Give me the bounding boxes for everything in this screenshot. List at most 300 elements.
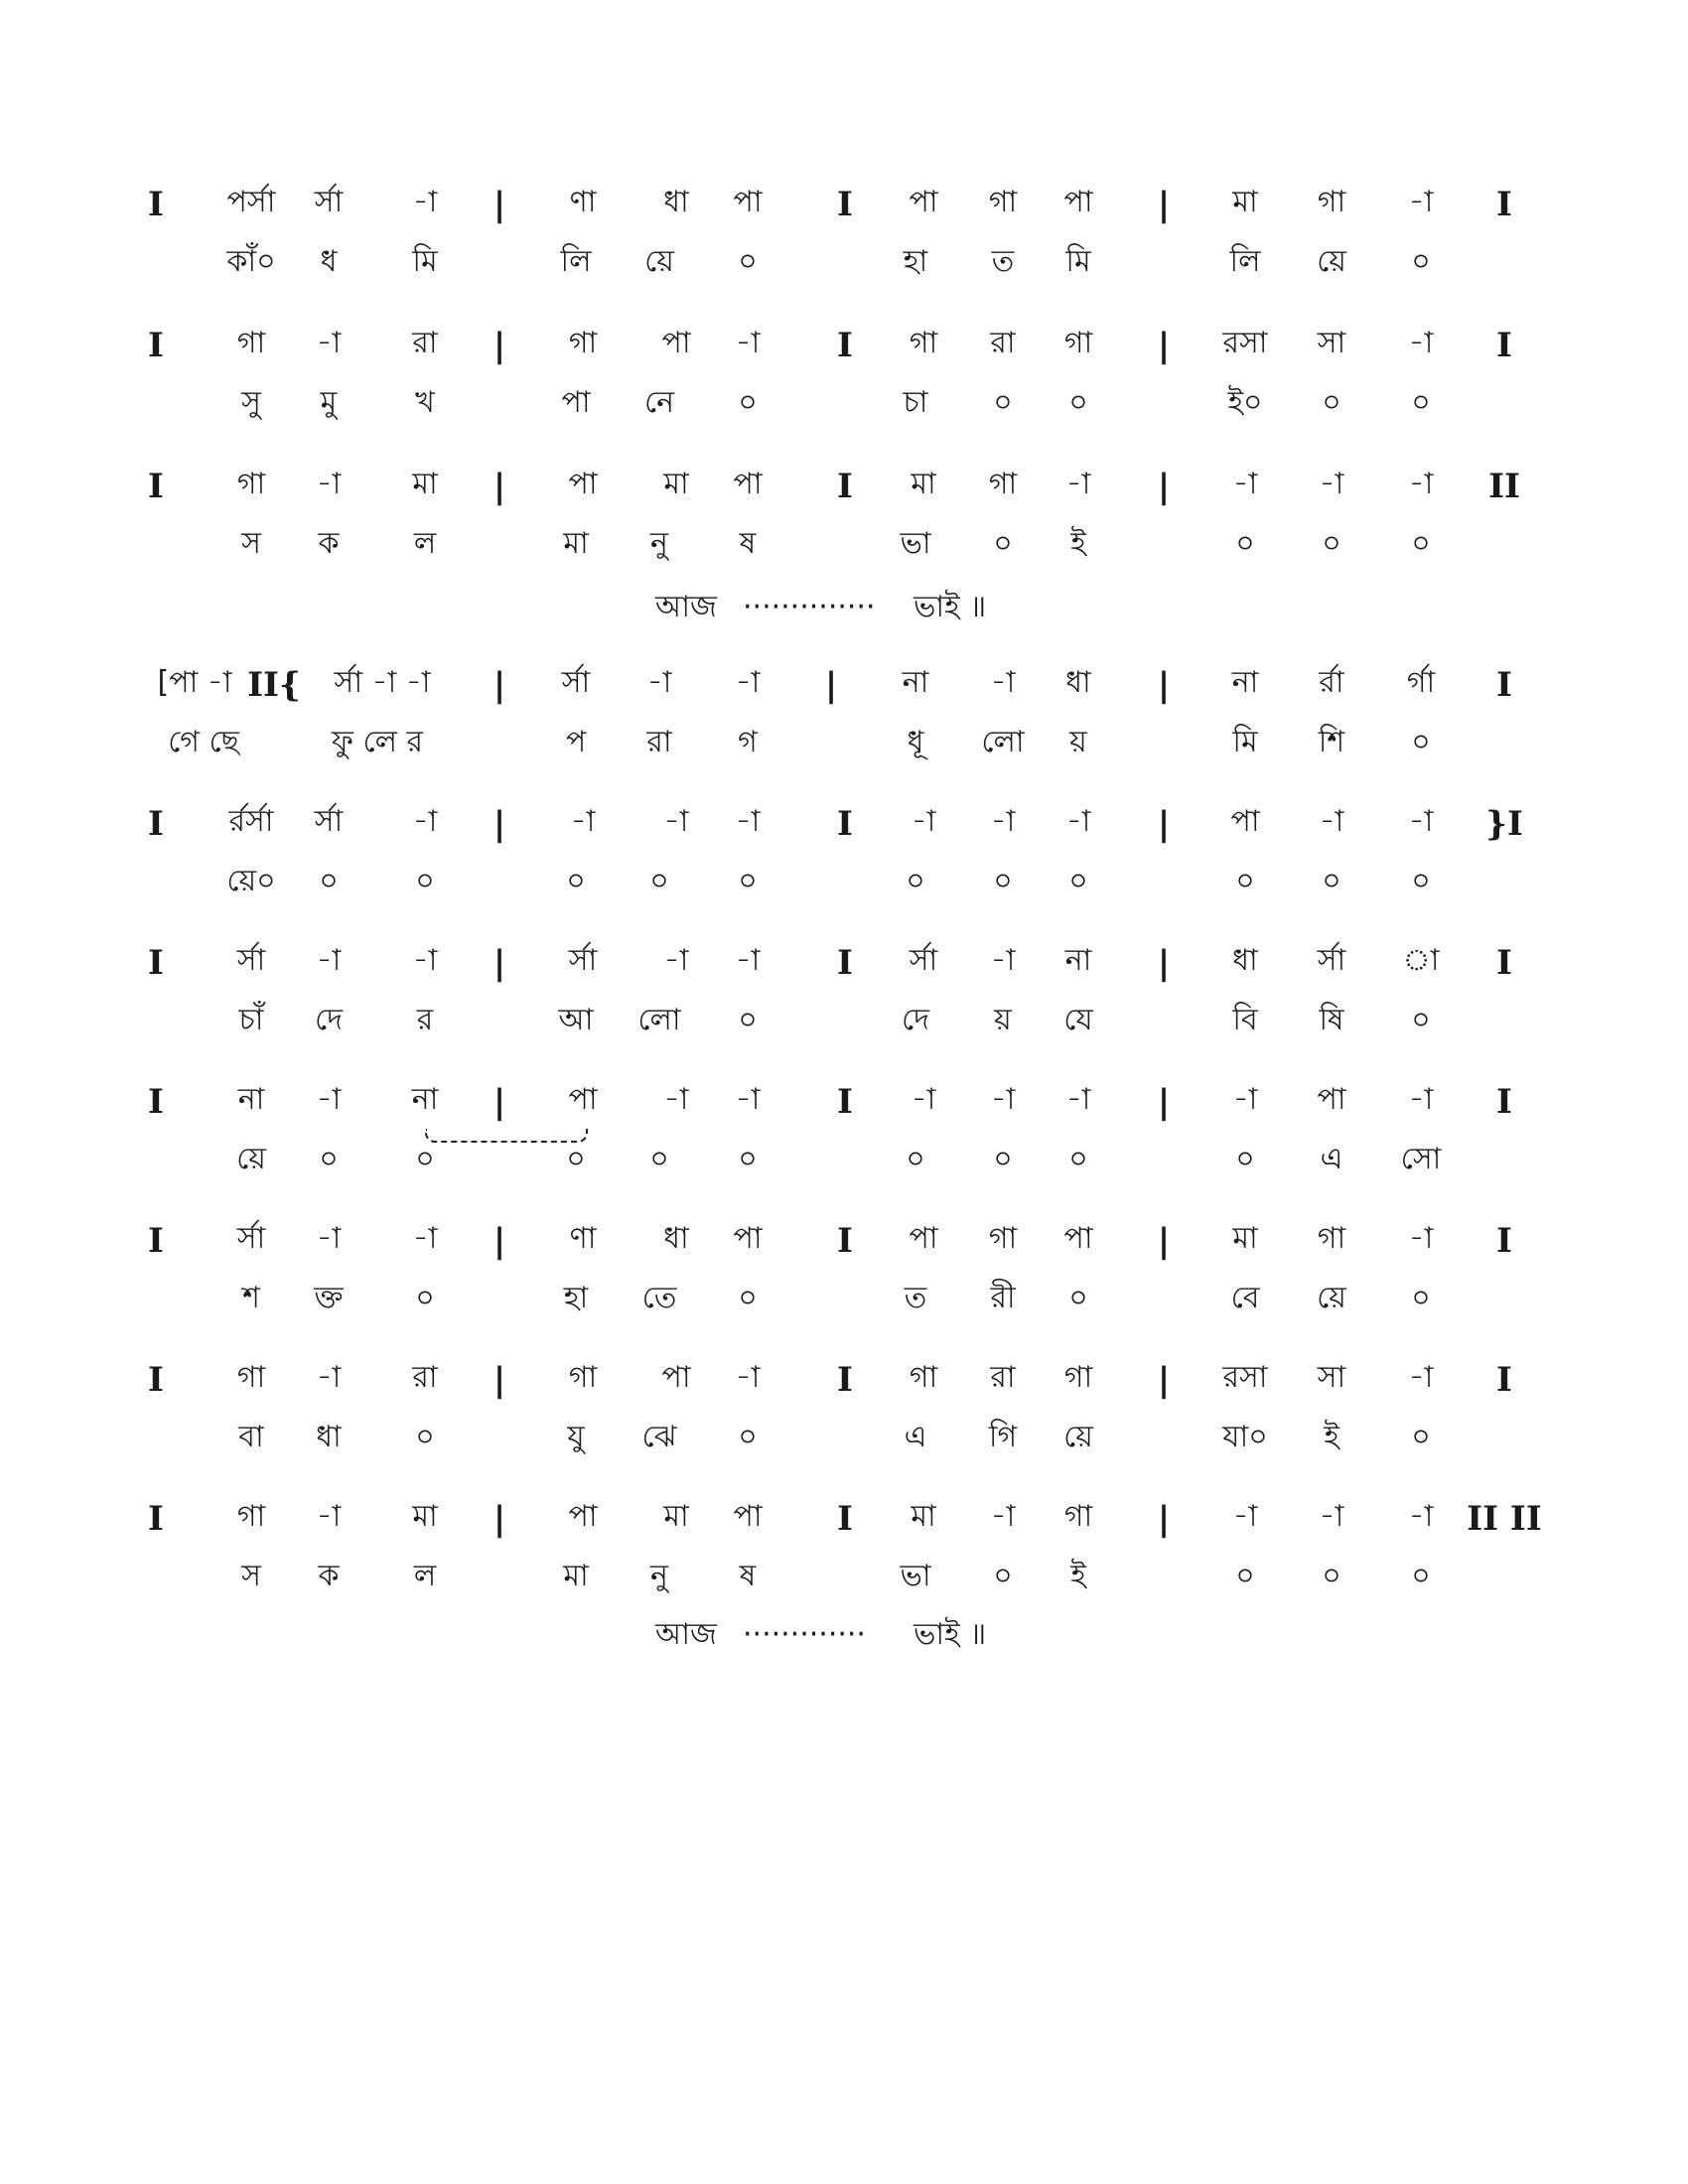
bar-line: | bbox=[1157, 185, 1171, 224]
lyric-syllable: য়ে bbox=[1063, 1420, 1093, 1454]
note: র্সা bbox=[568, 943, 598, 978]
lyric-syllable: সো bbox=[1400, 1142, 1442, 1176]
note: -া bbox=[1408, 1499, 1434, 1534]
lyric-syllable: ০ bbox=[993, 1559, 1013, 1593]
bar-line: I bbox=[148, 467, 164, 506]
lyric-syllable: ০ bbox=[415, 864, 435, 898]
lyric-syllable: যু bbox=[567, 1420, 585, 1454]
lyric-syllable: ০ bbox=[1411, 1281, 1431, 1315]
note: না bbox=[902, 665, 929, 700]
bar-line: | bbox=[492, 185, 506, 224]
lyric-syllable: ধূ bbox=[907, 725, 924, 759]
lyric-syllable: মা bbox=[563, 1559, 589, 1593]
bar-line: I bbox=[148, 1082, 164, 1122]
lyric-syllable: ০ bbox=[738, 1420, 758, 1454]
lyric-syllable: মু bbox=[320, 385, 338, 420]
lyric-syllable: ০ bbox=[1068, 1142, 1088, 1176]
bar-line: I bbox=[837, 326, 853, 365]
notation-row bbox=[0, 322, 1688, 371]
note: -া bbox=[316, 943, 342, 978]
note: মা bbox=[412, 1499, 438, 1534]
lyric-syllable: ই bbox=[1070, 526, 1086, 561]
note: সা bbox=[1317, 326, 1346, 360]
lyric-syllable: ক bbox=[318, 526, 340, 561]
note: -া bbox=[663, 943, 689, 978]
bar-line: | bbox=[492, 804, 506, 844]
note: পা bbox=[733, 467, 763, 501]
note: রা bbox=[412, 326, 438, 360]
lyric-syllable: ষি bbox=[1319, 1003, 1344, 1037]
lyric-syllable: দে bbox=[902, 1003, 929, 1037]
bar-line: II bbox=[1488, 467, 1520, 506]
note: গা bbox=[568, 326, 598, 360]
lyric-syllable: ০ bbox=[1411, 1420, 1431, 1454]
note: পা bbox=[568, 1499, 598, 1534]
note: -া bbox=[1408, 1221, 1434, 1256]
lyric-syllable: ত bbox=[991, 244, 1015, 279]
lyric-syllable: লো bbox=[637, 1003, 681, 1037]
note: া bbox=[1402, 943, 1440, 978]
note: গা bbox=[909, 326, 938, 360]
note: -া bbox=[1408, 1082, 1434, 1117]
note: গা bbox=[236, 1499, 266, 1534]
lyric-syllable: ধা bbox=[316, 1420, 342, 1454]
lyric-syllable: হা bbox=[563, 1281, 589, 1315]
note: গা bbox=[568, 1360, 598, 1395]
lyric-syllable: র bbox=[416, 1003, 434, 1037]
bar-line: | bbox=[1157, 326, 1171, 365]
note: গা bbox=[988, 1221, 1018, 1256]
slur-mark bbox=[425, 1129, 588, 1143]
note: না bbox=[237, 1082, 265, 1117]
bar-line: I bbox=[1496, 1221, 1512, 1261]
bar-line: I bbox=[148, 1221, 164, 1261]
note: -া bbox=[316, 326, 342, 360]
lyrics-row bbox=[0, 999, 1688, 1048]
lyric-syllable: ল bbox=[413, 1559, 437, 1593]
note: না bbox=[411, 1082, 439, 1117]
lyric-syllable: ভা bbox=[900, 1559, 931, 1593]
note: -া bbox=[1065, 467, 1091, 501]
lyric-syllable: ০ bbox=[1235, 1559, 1255, 1593]
refrain-line bbox=[0, 1613, 1688, 1663]
note: -া bbox=[412, 943, 438, 978]
note: -া bbox=[1232, 1499, 1258, 1534]
note: মা bbox=[663, 467, 689, 501]
note: র্সা bbox=[1317, 943, 1346, 978]
note: -া bbox=[316, 1360, 342, 1395]
lyric-syllable: মি bbox=[1232, 725, 1258, 759]
lyric-syllable: য়ে bbox=[1317, 244, 1346, 279]
note: পা bbox=[733, 1221, 763, 1256]
notation-row bbox=[0, 1495, 1688, 1545]
lyric-syllable: ০ bbox=[1411, 725, 1431, 759]
lyric-syllable: আ bbox=[558, 1003, 594, 1037]
lyric-syllable: বি bbox=[1232, 1003, 1258, 1037]
note: গা bbox=[909, 1360, 938, 1395]
lyrics-row bbox=[0, 721, 1688, 770]
bar-line: | bbox=[1157, 665, 1171, 705]
note: -া bbox=[316, 1082, 342, 1117]
note: পর্সা bbox=[226, 185, 276, 219]
note: মা bbox=[412, 467, 438, 501]
lyric-syllable: ই bbox=[1070, 1559, 1086, 1593]
lyric-syllable: ০ bbox=[906, 864, 925, 898]
lyric-syllable: স bbox=[241, 526, 261, 561]
note: ণা bbox=[569, 1221, 597, 1256]
lyric-syllable: ০ bbox=[1068, 864, 1088, 898]
note: -া bbox=[1408, 1360, 1434, 1395]
bar-line: | bbox=[1157, 1082, 1171, 1122]
lyric-syllable: ০ bbox=[1235, 864, 1255, 898]
note: -া bbox=[412, 185, 438, 219]
bar-line: I bbox=[148, 804, 164, 844]
bar-line: | bbox=[1157, 1499, 1171, 1539]
lyric-syllable: পা bbox=[561, 385, 591, 420]
lyric-syllable: ০ bbox=[1322, 864, 1341, 898]
lyric-syllable: বা bbox=[238, 1420, 264, 1454]
lyric-syllable: ০ bbox=[319, 864, 339, 898]
lyric-syllable: হা bbox=[903, 244, 928, 279]
lyric-syllable: ০ bbox=[906, 1142, 925, 1176]
lyric-syllable: ০ bbox=[993, 1142, 1013, 1176]
note: র্গা bbox=[1406, 665, 1436, 700]
lyric-syllable: ষ bbox=[739, 1559, 757, 1593]
note: -া bbox=[1319, 1499, 1344, 1534]
note: পা bbox=[909, 1221, 938, 1256]
lyric-syllable: ০ bbox=[1411, 244, 1431, 279]
lyric-syllable: ০ bbox=[1411, 864, 1431, 898]
lyric-syllable: যা০ bbox=[1222, 1420, 1268, 1454]
bar-line: I bbox=[1496, 1082, 1512, 1122]
lyric-syllable: ফু লে র bbox=[331, 725, 424, 759]
note: রা bbox=[990, 326, 1016, 360]
refrain-end: ভাই ॥ bbox=[914, 1617, 987, 1652]
note: মা bbox=[1232, 1221, 1258, 1256]
lyric-syllable: দে bbox=[315, 1003, 343, 1037]
note: গা bbox=[236, 467, 266, 501]
bar-line: | bbox=[1157, 943, 1171, 983]
note: -া bbox=[1408, 326, 1434, 360]
note: র্সা bbox=[561, 665, 591, 700]
note: -া bbox=[1319, 804, 1344, 839]
bar-line: | bbox=[1157, 1360, 1171, 1400]
lyrics-row bbox=[0, 522, 1688, 572]
lyric-syllable: ০ bbox=[415, 1142, 435, 1176]
lyric-syllable: সু bbox=[241, 385, 261, 420]
notation-row bbox=[0, 1356, 1688, 1406]
lyric-syllable: ত bbox=[904, 1281, 927, 1315]
lyric-syllable: লো bbox=[981, 725, 1025, 759]
lyric-syllable: প bbox=[565, 725, 587, 759]
lyric-syllable: ষ bbox=[739, 526, 757, 561]
lyrics-row bbox=[0, 1277, 1688, 1326]
lyric-syllable: মি bbox=[412, 244, 438, 279]
note: পা bbox=[733, 1499, 763, 1534]
note: গা bbox=[1063, 326, 1093, 360]
lyric-syllable: য়ে bbox=[644, 244, 674, 279]
lyric-syllable: স bbox=[241, 1559, 261, 1593]
note: ধা bbox=[1065, 665, 1091, 700]
lyric-syllable: য়ে bbox=[236, 1142, 266, 1176]
lyric-syllable: ০ bbox=[1235, 526, 1255, 561]
lyric-syllable: ০ bbox=[738, 864, 758, 898]
lyric-syllable: ০ bbox=[566, 1142, 586, 1176]
notation-row bbox=[0, 800, 1688, 850]
note: -া bbox=[735, 943, 761, 978]
note: -া bbox=[911, 804, 936, 839]
note: ধা bbox=[663, 185, 689, 219]
note: গা bbox=[236, 326, 266, 360]
note: পা bbox=[568, 1082, 598, 1117]
note: পা bbox=[1063, 185, 1093, 219]
note: গা bbox=[1317, 1221, 1346, 1256]
note: পা bbox=[1063, 1221, 1093, 1256]
note: গা bbox=[988, 185, 1018, 219]
note: -া bbox=[1065, 804, 1091, 839]
lyric-syllable: য় bbox=[994, 1003, 1012, 1037]
lyric-syllable: ই০ bbox=[1227, 385, 1263, 420]
lyric-syllable: শ bbox=[242, 1281, 260, 1315]
note: -া bbox=[735, 1360, 761, 1395]
bar-line: | bbox=[824, 665, 838, 705]
lyrics-row bbox=[0, 1416, 1688, 1465]
note: র্সা bbox=[314, 804, 344, 839]
bar-line: | bbox=[492, 1499, 506, 1539]
note: ণা bbox=[569, 185, 597, 219]
note: ধা bbox=[1232, 943, 1258, 978]
lyric-syllable: ০ bbox=[566, 864, 586, 898]
bar-line: | bbox=[492, 326, 506, 365]
lyric-syllable: নু bbox=[650, 1559, 668, 1593]
note: -া bbox=[316, 467, 342, 501]
bar-line: I bbox=[837, 467, 853, 506]
lyric-syllable: ০ bbox=[738, 385, 758, 420]
lyric-syllable: ০ bbox=[1322, 385, 1341, 420]
note: গা bbox=[236, 1360, 266, 1395]
lyric-syllable: ০ bbox=[415, 1420, 435, 1454]
note: -া bbox=[1408, 804, 1434, 839]
lyric-syllable: যে bbox=[1063, 1003, 1093, 1037]
lyric-syllable: কাঁ০ bbox=[226, 244, 276, 279]
refrain-dots: ·············· bbox=[743, 590, 876, 624]
note: গা bbox=[1063, 1360, 1093, 1395]
note: -া bbox=[735, 804, 761, 839]
note: মা bbox=[911, 1499, 936, 1534]
note: -া bbox=[990, 943, 1016, 978]
lyric-syllable: য়ে bbox=[1317, 1281, 1346, 1315]
note: -া bbox=[412, 1221, 438, 1256]
lyric-syllable: মা bbox=[563, 526, 589, 561]
lyric-syllable: য়ে০ bbox=[226, 864, 276, 898]
bar-line: | bbox=[492, 943, 506, 983]
notation-row bbox=[0, 1217, 1688, 1267]
bar-line: I bbox=[837, 185, 853, 224]
lyric-syllable: ধ bbox=[320, 244, 338, 279]
bar-line: I bbox=[837, 804, 853, 844]
bar-line: I bbox=[148, 1360, 164, 1400]
notation-row bbox=[0, 661, 1688, 711]
note: -া bbox=[646, 665, 672, 700]
note: -া bbox=[735, 326, 761, 360]
note: -া bbox=[735, 665, 761, 700]
bar-line: I bbox=[837, 943, 853, 983]
lyric-syllable: চা bbox=[903, 385, 928, 420]
lyric-syllable: ক্ত bbox=[314, 1281, 344, 1315]
bar-line: | bbox=[1157, 804, 1171, 844]
note: -া bbox=[663, 804, 689, 839]
note: র্সা bbox=[236, 943, 266, 978]
lyric-syllable: ০ bbox=[1322, 1559, 1341, 1593]
lyric-syllable: ০ bbox=[738, 1003, 758, 1037]
lyric-syllable: মি bbox=[1065, 244, 1091, 279]
note: -া bbox=[1232, 1082, 1258, 1117]
bar-line: I bbox=[148, 185, 164, 224]
bar-line: | bbox=[1157, 467, 1171, 506]
note: পা bbox=[909, 185, 938, 219]
note: -া bbox=[1232, 467, 1258, 501]
note: -া bbox=[1065, 1082, 1091, 1117]
bar-line: I bbox=[837, 1499, 853, 1539]
bar-line: I bbox=[148, 1499, 164, 1539]
lyric-syllable: ক bbox=[318, 1559, 340, 1593]
lyric-syllable: ০ bbox=[415, 1281, 435, 1315]
notation-row bbox=[0, 181, 1688, 230]
note: মা bbox=[911, 467, 936, 501]
note: -া bbox=[1408, 185, 1434, 219]
lyric-syllable: নু bbox=[650, 526, 668, 561]
bar-line: I bbox=[1496, 326, 1512, 365]
lyrics-row bbox=[0, 381, 1688, 431]
bar-line: | bbox=[1157, 1221, 1171, 1261]
lyric-syllable: লি bbox=[1229, 244, 1261, 279]
lyric-syllable: এ bbox=[1320, 1142, 1343, 1176]
note: রা bbox=[990, 1360, 1016, 1395]
bar-line: | bbox=[492, 1221, 506, 1261]
lyric-syllable: শি bbox=[1318, 725, 1345, 759]
lyric-syllable: গে ছে bbox=[168, 725, 239, 759]
bar-line: | bbox=[492, 1082, 506, 1122]
lyric-syllable: ঝে bbox=[641, 1420, 677, 1454]
note: -া bbox=[990, 1499, 1016, 1534]
lyrics-row bbox=[0, 1555, 1688, 1604]
note: -া bbox=[911, 1082, 936, 1117]
bar-line: I bbox=[148, 943, 164, 983]
note: পা bbox=[568, 467, 598, 501]
lyric-syllable: ০ bbox=[993, 526, 1013, 561]
lyric-syllable: ০ bbox=[1411, 1003, 1431, 1037]
bar-line: I bbox=[837, 1221, 853, 1261]
lyric-syllable: রা bbox=[646, 725, 672, 759]
lyric-syllable: ০ bbox=[1411, 526, 1431, 561]
lyric-syllable: ০ bbox=[738, 1142, 758, 1176]
lyric-syllable: এ bbox=[904, 1420, 927, 1454]
lyric-syllable: খ bbox=[415, 385, 435, 420]
note: -া bbox=[570, 804, 596, 839]
lyric-syllable: গি bbox=[988, 1420, 1018, 1454]
note: পা bbox=[733, 185, 763, 219]
note: -া bbox=[412, 804, 438, 839]
lyrics-row bbox=[0, 1138, 1688, 1187]
note: রসা bbox=[1222, 1360, 1268, 1395]
lyric-syllable: রী bbox=[990, 1281, 1016, 1315]
lyric-syllable: ০ bbox=[1411, 1559, 1431, 1593]
note: পা bbox=[661, 326, 691, 360]
lyric-syllable: ই bbox=[1324, 1420, 1339, 1454]
note: -া bbox=[990, 804, 1016, 839]
bar-line: I bbox=[1496, 185, 1512, 224]
note: র্রা bbox=[1319, 665, 1344, 700]
lyric-syllable: বে bbox=[1230, 1281, 1260, 1315]
lyric-syllable: তে bbox=[641, 1281, 677, 1315]
note: পা bbox=[1317, 1082, 1346, 1117]
lyric-syllable: ০ bbox=[1322, 526, 1341, 561]
lyric-syllable: য় bbox=[1069, 725, 1087, 759]
lyric-syllable: লি bbox=[560, 244, 592, 279]
refrain-start: আজ bbox=[655, 1617, 717, 1652]
lyric-syllable: গ bbox=[738, 725, 758, 759]
lyrics-row bbox=[0, 860, 1688, 909]
lyric-syllable: ০ bbox=[1235, 1142, 1255, 1176]
note: না bbox=[1064, 943, 1092, 978]
lyric-syllable: ০ bbox=[993, 864, 1013, 898]
lyric-syllable: ০ bbox=[738, 1281, 758, 1315]
lyrics-row bbox=[0, 240, 1688, 290]
bar-line: I bbox=[837, 1082, 853, 1122]
refrain-dots: ············· bbox=[743, 1617, 866, 1652]
note: গা bbox=[1063, 1499, 1093, 1534]
lyric-syllable: ০ bbox=[649, 864, 669, 898]
note: -া bbox=[316, 1221, 342, 1256]
lyric-syllable: ০ bbox=[649, 1142, 669, 1176]
note: -া bbox=[735, 1082, 761, 1117]
lyric-syllable: ভা bbox=[900, 526, 931, 561]
note: র্সা bbox=[314, 185, 344, 219]
lyric-syllable: ০ bbox=[1068, 1281, 1088, 1315]
note: গা bbox=[988, 467, 1018, 501]
note: গা bbox=[1317, 185, 1346, 219]
notation-row bbox=[0, 939, 1688, 989]
note: র্রর্সা bbox=[228, 804, 274, 839]
refrain-start: আজ bbox=[655, 590, 717, 624]
bar-line: I bbox=[1496, 1360, 1512, 1400]
bar-line: }I bbox=[1485, 804, 1523, 844]
bar-line: | bbox=[492, 1360, 506, 1400]
note: -া bbox=[990, 665, 1016, 700]
note: ধা bbox=[663, 1221, 689, 1256]
lyric-syllable: নে bbox=[643, 385, 675, 420]
note: -া bbox=[990, 1082, 1016, 1117]
note: র্সা bbox=[909, 943, 938, 978]
bar-line: II II bbox=[1467, 1499, 1542, 1539]
refrain-line bbox=[0, 586, 1688, 635]
refrain-end: ভাই ॥ bbox=[914, 590, 987, 624]
note: না bbox=[1231, 665, 1259, 700]
note: সা bbox=[1317, 1360, 1346, 1395]
bar-line: I bbox=[837, 1360, 853, 1400]
bar-line: I bbox=[1496, 665, 1512, 705]
notation-row bbox=[0, 1078, 1688, 1128]
note: মা bbox=[1232, 185, 1258, 219]
note: র্সা -া -া bbox=[334, 665, 431, 700]
note: রা bbox=[412, 1360, 438, 1395]
bar-line: | bbox=[492, 467, 506, 506]
note: মা bbox=[663, 1499, 689, 1534]
lyric-syllable: ০ bbox=[1411, 385, 1431, 420]
bar-line: I bbox=[148, 326, 164, 365]
lyric-syllable: ০ bbox=[1068, 385, 1088, 420]
note: -া bbox=[663, 1082, 689, 1117]
